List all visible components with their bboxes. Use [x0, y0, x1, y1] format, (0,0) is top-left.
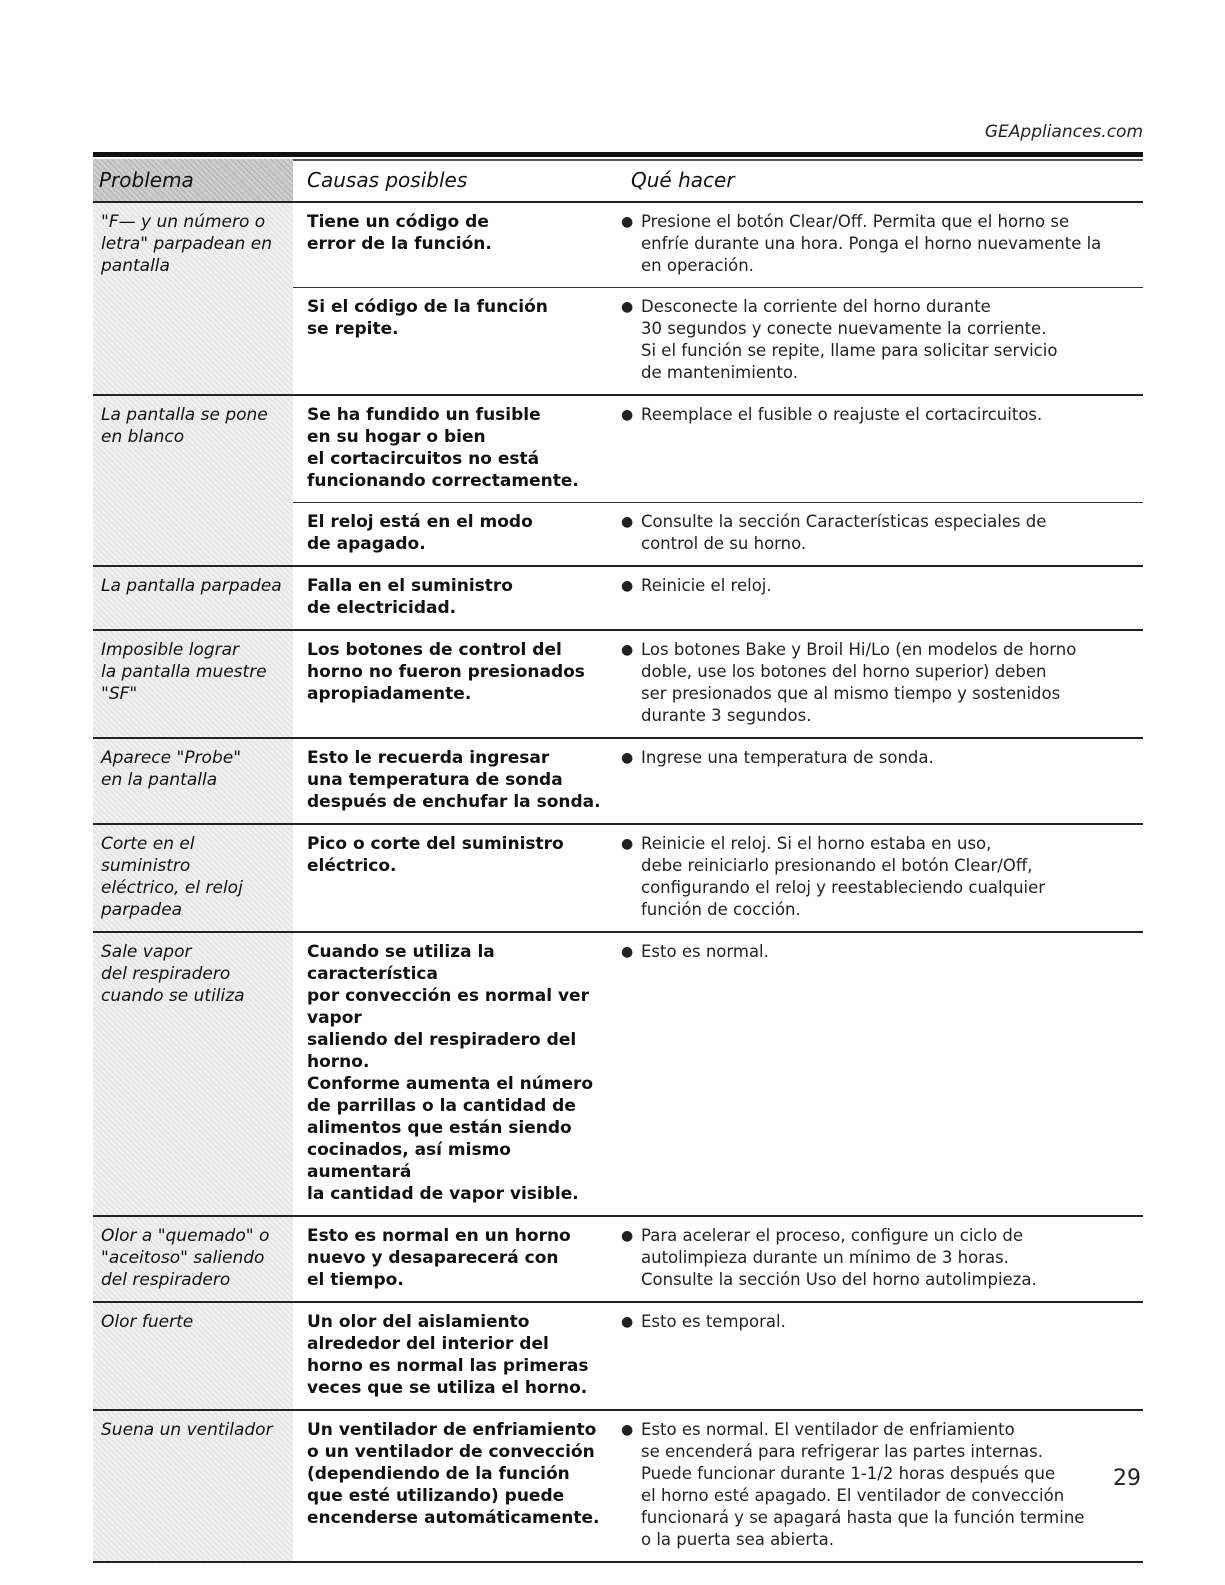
bullet-icon: ● [621, 836, 634, 852]
header-problema: Problema [93, 159, 293, 201]
bullet-icon: ● [621, 514, 634, 530]
cause-rows [293, 1303, 1143, 1409]
action-text: Esto es normal. [641, 942, 769, 961]
cause-cell: Cuando se utiliza la característica por convección es normal ver vapor saliendo del respiradero del horno. Conforme aumenta el número de parrillas o la cantidad de alimentos que están siendo cocinados, así mismo aumentará la cantidad de vapor visible. [307, 942, 594, 1204]
cause-cell: Un olor del aislamiento alrededor del interior del horno es normal las primeras veces que se utiliza el horno. [307, 1312, 589, 1398]
action-cell [617, 1225, 1143, 1291]
action-cell [617, 211, 1143, 277]
problem-cell: Sale vapor del respiradero cuando se utiliza [93, 933, 293, 1215]
bullet-icon: ● [621, 750, 634, 766]
problem-group [93, 567, 1143, 631]
top-rule [93, 152, 1143, 159]
cause-rows [293, 203, 1143, 394]
action-cell [617, 1311, 1143, 1399]
page-number: 29 [1113, 1466, 1141, 1491]
table-row [293, 502, 1143, 565]
cause-rows [293, 631, 1143, 737]
problem-cell: Olor fuerte [93, 1303, 293, 1409]
problem-cell: Olor a "quemado" o "aceitoso" saliendo del respiradero [93, 1217, 293, 1301]
header-causas: Causas posibles [307, 168, 468, 192]
table-row [293, 1411, 1143, 1561]
bullet-icon: ● [621, 407, 634, 423]
cause-rows [293, 1217, 1143, 1301]
table-row [293, 396, 1143, 502]
cause-rows [293, 739, 1143, 823]
problem-group [93, 1411, 1143, 1563]
action-cell [617, 404, 1143, 492]
table-row [293, 567, 1143, 629]
cause-rows [293, 396, 1143, 565]
table-row [293, 631, 1143, 737]
problem-cell: "F— y un número o letra" parpadean en pantalla [93, 203, 293, 394]
problem-group [93, 631, 1143, 739]
cause-rows [293, 567, 1143, 629]
action-text: Esto es normal. El ventilador de enfriamiento se encenderá para refrigerar las partes internas. Puede funcionar durante 1-1/2 horas después que el horno esté apagado. El ventilador de convección funcionará y se apagará hasta que la función termine o la puerta sea abierta. [641, 1420, 1085, 1549]
action-text: Reinicie el reloj. [641, 576, 772, 595]
cause-cell: Se ha fundido un fusible en su hogar o bien el cortacircuitos no está funcionando correctamente. [307, 405, 579, 491]
cause-cell: Un ventilador de enfriamiento o un ventilador de convección (dependiendo de la función que esté utilizando) puede encenderse automáticamente. [307, 1420, 600, 1528]
table-row [293, 739, 1143, 823]
table-row [293, 287, 1143, 394]
problem-group [93, 739, 1143, 825]
problem-group [93, 1303, 1143, 1411]
cause-cell: Pico o corte del suministro eléctrico. [307, 834, 564, 876]
bullet-icon: ● [621, 578, 634, 594]
action-cell [617, 833, 1143, 921]
action-text: Consulte la sección Características especiales de control de su horno. [641, 512, 1047, 553]
action-text: Reemplace el fusible o reajuste el cortacircuitos. [641, 405, 1043, 424]
problem-group [93, 1217, 1143, 1303]
action-text: Para acelerar el proceso, configure un ciclo de autolimpieza durante un mínimo de 3 horas. Consulte la sección Uso del horno autolimpieza. [641, 1226, 1037, 1289]
table-body [93, 203, 1143, 1563]
problem-cell: Imposible lograr la pantalla muestre "SF" [93, 631, 293, 737]
problem-cell: Aparece "Probe" en la pantalla [93, 739, 293, 823]
problem-group [93, 933, 1143, 1217]
bullet-icon: ● [621, 299, 634, 315]
cause-cell: Tiene un código de error de la función. [307, 212, 492, 254]
action-text: Ingrese una temperatura de sonda. [641, 748, 934, 767]
cause-cell: Si el código de la función se repite. [307, 297, 548, 339]
table-row [293, 825, 1143, 931]
action-cell [617, 511, 1143, 555]
problem-cell: Corte en el suministro eléctrico, el reloj parpadea [93, 825, 293, 931]
table-row [293, 1303, 1143, 1409]
action-text: Desconecte la corriente del horno durante 30 segundos y conecte nuevamente la corriente. Si el función se repite, llame para solicitar servicio de mantenimiento. [641, 297, 1058, 382]
action-cell [617, 575, 1143, 619]
bullet-icon: ● [621, 1314, 634, 1330]
action-cell [617, 1419, 1143, 1551]
action-cell [617, 296, 1143, 384]
table-row [293, 1217, 1143, 1301]
table-row [293, 203, 1143, 287]
bullet-icon: ● [621, 1228, 634, 1244]
action-text: Reinicie el reloj. Si el horno estaba en uso, debe reiniciarlo presionando el botón Clear/Off, configurando el reloj y reestableciendo cualquier función de cocción. [641, 834, 1046, 919]
problem-group [93, 203, 1143, 396]
problem-cell: La pantalla parpadea [93, 567, 293, 629]
cause-cell: Esto le recuerda ingresar una temperatura de sonda después de enchufar la sonda. [307, 748, 601, 812]
action-text: Presione el botón Clear/Off. Permita que el horno se enfríe durante una hora. Ponga el horno nuevamente la en operación. [641, 212, 1102, 275]
action-cell [617, 747, 1143, 813]
action-cell [617, 639, 1143, 727]
cause-cell: Los botones de control del horno no fueron presionados apropiadamente. [307, 640, 585, 704]
problem-cell: La pantalla se pone en blanco [93, 396, 293, 565]
bullet-icon: ● [621, 214, 634, 230]
troubleshooting-table [93, 152, 1143, 1563]
bullet-icon: ● [621, 642, 634, 658]
action-text: Los botones Bake y Broil Hi/Lo (en modelos de horno doble, use los botones del horno superior) deben ser presionados que al mismo tiempo y sostenidos durante 3 segundos. [641, 640, 1077, 725]
cause-rows [293, 933, 1143, 1215]
bullet-icon: ● [621, 944, 634, 960]
cause-cell: Falla en el suministro de electricidad. [307, 576, 513, 618]
problem-group [93, 825, 1143, 933]
header-que-hacer: Qué hacer [631, 168, 735, 192]
bullet-icon: ● [621, 1422, 634, 1438]
site-url: GEAppliances.com [984, 122, 1143, 142]
cause-cell: El reloj está en el modo de apagado. [307, 512, 533, 554]
cause-cell: Esto es normal en un horno nuevo y desaparecerá con el tiempo. [307, 1226, 571, 1290]
problem-cell: Suena un ventilador [93, 1411, 293, 1561]
table-row [293, 933, 1143, 1215]
cause-rows [293, 1411, 1143, 1561]
action-cell [617, 941, 1143, 1205]
action-text: Esto es temporal. [641, 1312, 786, 1331]
problem-group [93, 396, 1143, 567]
table-header [93, 159, 1143, 203]
cause-rows [293, 825, 1143, 931]
